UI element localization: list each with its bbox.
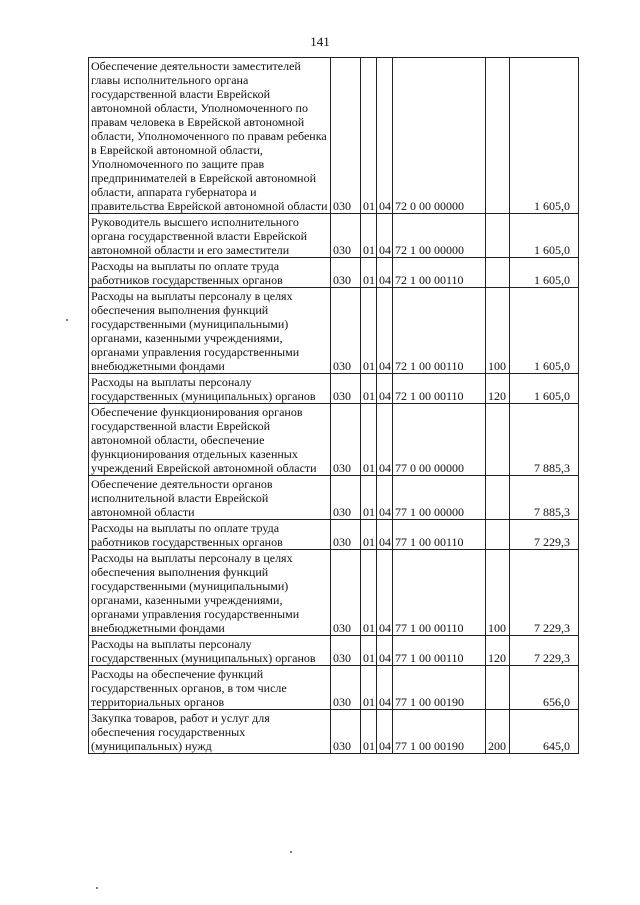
row-sum: 7 229,3: [510, 520, 579, 550]
row-cs: 77 1 00 00110: [393, 520, 486, 550]
row-sum: 645,0: [510, 710, 579, 754]
row-sum: 1 605,0: [510, 214, 579, 258]
row-name: Расходы на обеспечение функций государственных органов, в том числе территориальных органов: [89, 666, 331, 710]
row-name: Руководитель высшего исполнительного органа государственной власти Еврейской автономной области и его заместители: [89, 214, 331, 258]
row-sum: 1 605,0: [510, 374, 579, 404]
row-sum: 656,0: [510, 666, 579, 710]
budget-table: [88, 57, 579, 754]
row-cs: 77 1 00 00190: [393, 666, 486, 710]
row-pr: 04: [377, 58, 393, 214]
table-row: [89, 214, 579, 258]
row-pr: 04: [377, 666, 393, 710]
row-pr: 04: [377, 476, 393, 520]
row-vr: [486, 214, 510, 258]
row-rz: 01: [361, 58, 377, 214]
row-vr: 200: [486, 710, 510, 754]
row-sum: 7 229,3: [510, 550, 579, 636]
table-row: [89, 550, 579, 636]
row-gr: 030: [331, 58, 361, 214]
row-vr: 100: [486, 288, 510, 374]
row-name: Расходы на выплаты персоналу государственных (муниципальных) органов: [89, 374, 331, 404]
table-row: [89, 476, 579, 520]
row-sum: 1 605,0: [510, 58, 579, 214]
table-row: [89, 258, 579, 288]
row-pr: 04: [377, 520, 393, 550]
row-gr: 030: [331, 214, 361, 258]
row-pr: 04: [377, 636, 393, 666]
row-cs: 72 1 00 00110: [393, 374, 486, 404]
row-sum: 7 885,3: [510, 404, 579, 476]
row-cs: 77 1 00 00110: [393, 550, 486, 636]
row-gr: 030: [331, 520, 361, 550]
row-vr: [486, 58, 510, 214]
row-sum: 1 605,0: [510, 258, 579, 288]
row-vr: [486, 258, 510, 288]
row-gr: 030: [331, 636, 361, 666]
row-cs: 72 0 00 00000: [393, 58, 486, 214]
row-cs: 77 1 00 00110: [393, 636, 486, 666]
row-name: Обеспечение деятельности заместителей главы исполнительного органа государственной власти Еврейской автономной области, Уполномоченного по правам человека в Еврейской автономной области, Уполномоченного по правам ребенка в Еврейской автономной области, Уполномоченного по защите прав предпринимателей в Еврейской автономной области, аппарата губернатора и правительства Еврейской автономной области: [89, 58, 331, 214]
table-row: [89, 374, 579, 404]
row-rz: 01: [361, 476, 377, 520]
scan-speck: [290, 851, 292, 853]
row-rz: 01: [361, 288, 377, 374]
row-vr: 120: [486, 374, 510, 404]
row-cs: 72 1 00 00000: [393, 214, 486, 258]
row-sum: 1 605,0: [510, 288, 579, 374]
row-pr: 04: [377, 258, 393, 288]
row-vr: [486, 666, 510, 710]
row-name: Обеспечение деятельности органов исполнительной власти Еврейской автономной области: [89, 476, 331, 520]
row-pr: 04: [377, 550, 393, 636]
row-vr: 120: [486, 636, 510, 666]
row-gr: 030: [331, 476, 361, 520]
row-cs: 77 0 00 00000: [393, 404, 486, 476]
row-rz: 01: [361, 666, 377, 710]
row-gr: 030: [331, 404, 361, 476]
row-name: Расходы на выплаты по оплате труда работников государственных органов: [89, 258, 331, 288]
table-row: [89, 710, 579, 754]
row-vr: [486, 476, 510, 520]
row-gr: 030: [331, 710, 361, 754]
table-row: [89, 288, 579, 374]
row-cs: 72 1 00 00110: [393, 288, 486, 374]
table-row: [89, 636, 579, 666]
row-pr: 04: [377, 710, 393, 754]
row-gr: 030: [331, 374, 361, 404]
row-name: Обеспечение функционирования органов государственной власти Еврейской автономной области, обеспечение функционирования отдельных казенных учреждений Еврейской автономной области: [89, 404, 331, 476]
scan-speck: [96, 887, 98, 889]
row-rz: 01: [361, 214, 377, 258]
row-rz: 01: [361, 636, 377, 666]
row-pr: 04: [377, 214, 393, 258]
row-sum: 7 229,3: [510, 636, 579, 666]
row-name: Расходы на выплаты персоналу в целях обеспечения выполнения функций государственными (муниципальными) органами, казенными учреждениями, органами управления государственными внебюджетными фондами: [89, 550, 331, 636]
row-rz: 01: [361, 374, 377, 404]
row-name: Закупка товаров, работ и услуг для обеспечения государственных (муниципальных) нужд: [89, 710, 331, 754]
row-vr: [486, 520, 510, 550]
row-rz: 01: [361, 550, 377, 636]
row-pr: 04: [377, 288, 393, 374]
row-name: Расходы на выплаты персоналу государственных (муниципальных) органов: [89, 636, 331, 666]
row-name: Расходы на выплаты персоналу в целях обеспечения выполнения функций государственными (муниципальными) органами, казенными учреждениями, органами управления государственными внебюджетными фондами: [89, 288, 331, 374]
row-vr: [486, 404, 510, 476]
table-row: [89, 58, 579, 214]
row-gr: 030: [331, 550, 361, 636]
row-rz: 01: [361, 258, 377, 288]
row-rz: 01: [361, 404, 377, 476]
row-rz: 01: [361, 710, 377, 754]
row-vr: 100: [486, 550, 510, 636]
row-cs: 72 1 00 00110: [393, 258, 486, 288]
row-name: Расходы на выплаты по оплате труда работников государственных органов: [89, 520, 331, 550]
row-rz: 01: [361, 520, 377, 550]
scan-speck: [66, 319, 68, 321]
row-pr: 04: [377, 404, 393, 476]
page-number: 141: [310, 34, 330, 49]
row-gr: 030: [331, 258, 361, 288]
row-gr: 030: [331, 666, 361, 710]
table-row: [89, 666, 579, 710]
row-cs: 77 1 00 00000: [393, 476, 486, 520]
table-row: [89, 520, 579, 550]
row-sum: 7 885,3: [510, 476, 579, 520]
row-pr: 04: [377, 374, 393, 404]
row-gr: 030: [331, 288, 361, 374]
table-row: [89, 404, 579, 476]
row-cs: 77 1 00 00190: [393, 710, 486, 754]
